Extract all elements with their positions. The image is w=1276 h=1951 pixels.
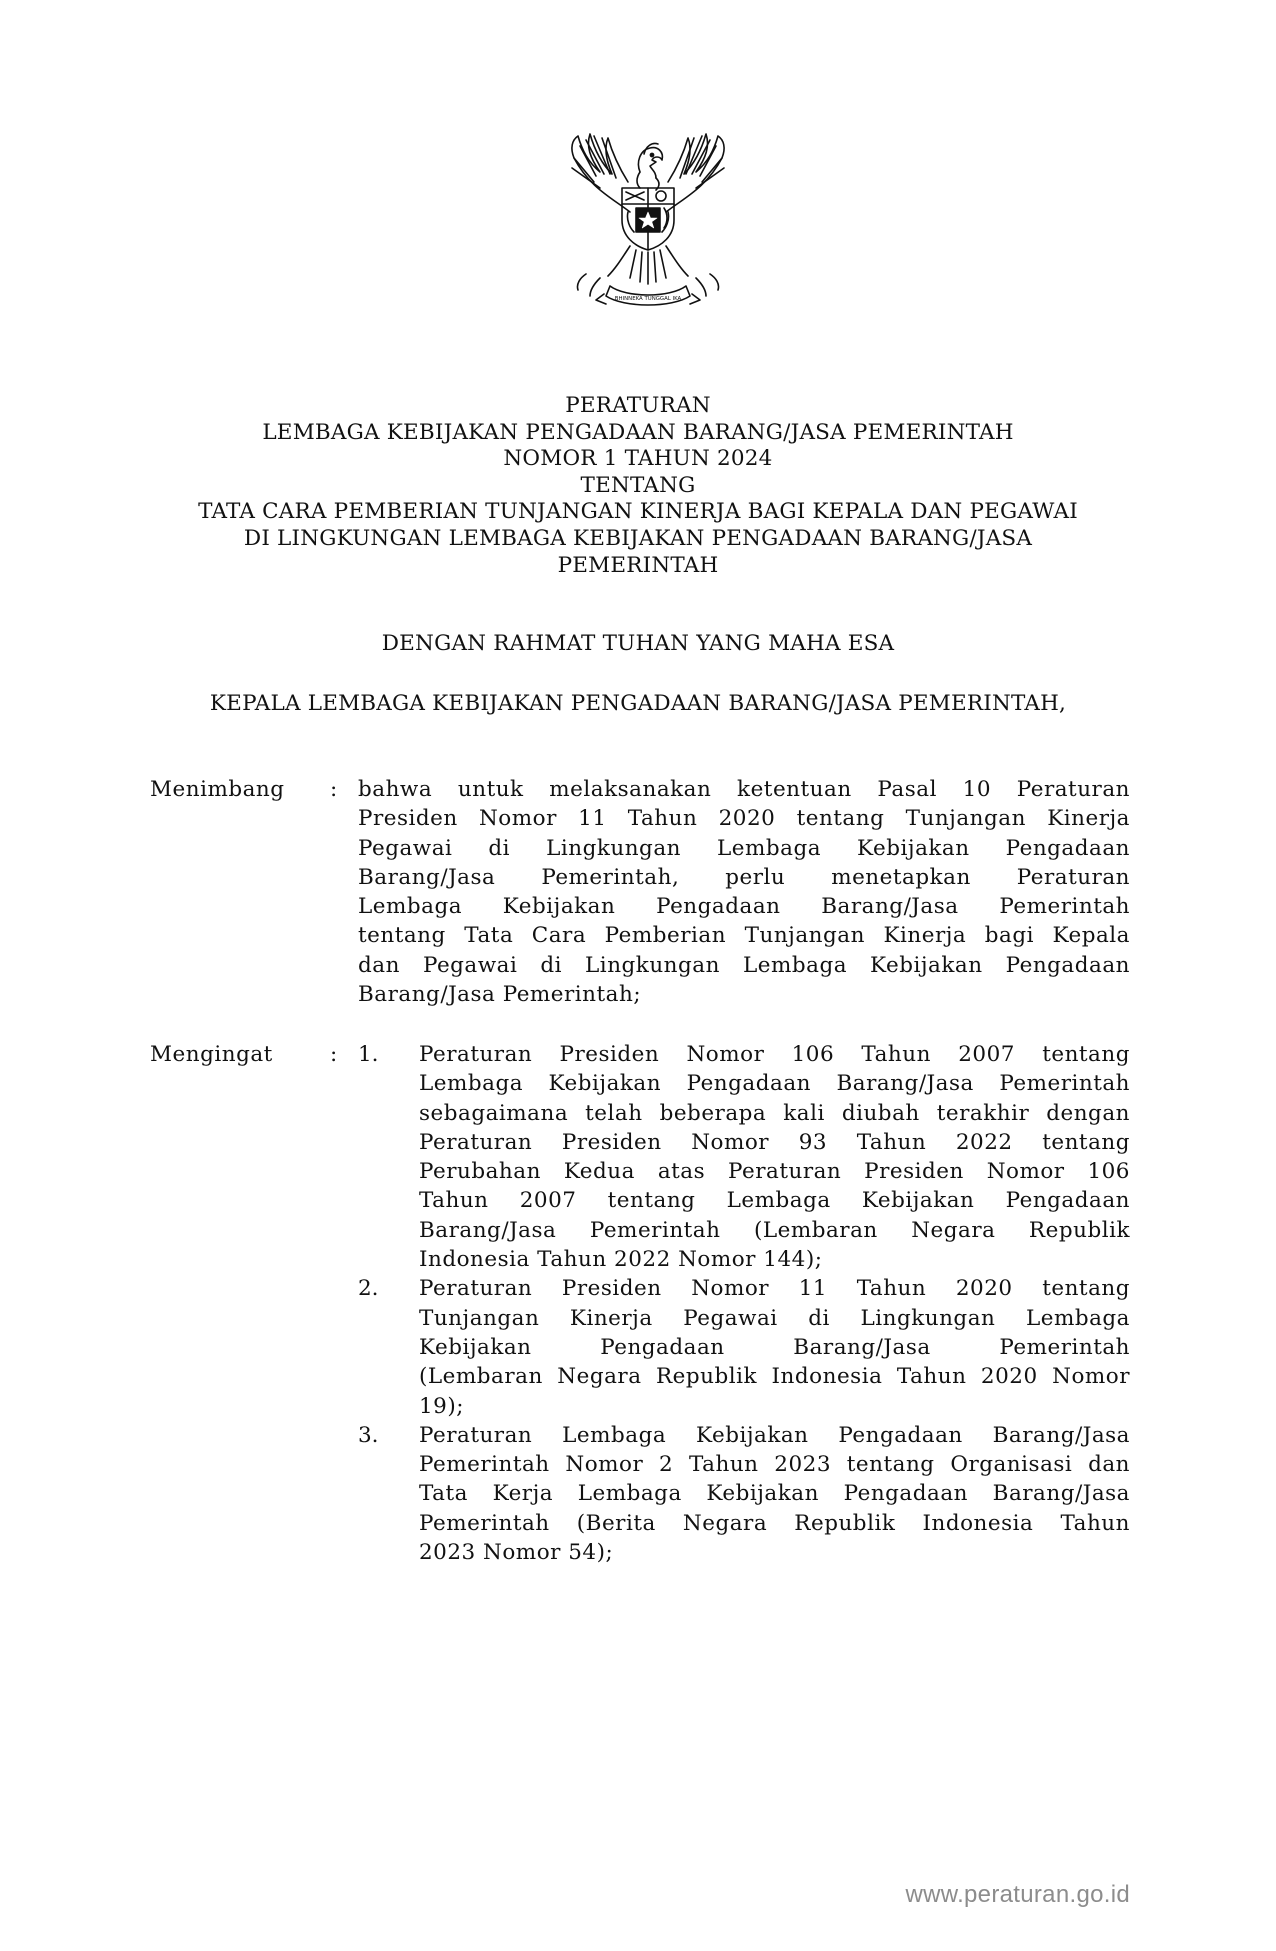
text-line: Pemerintah (Berita Negara Republik Indonesia Tahun [419, 1510, 1130, 1536]
text-line: Tunjangan Kinerja Pegawai di Lingkungan Lembaga [419, 1305, 1130, 1331]
list-item [358, 1421, 1130, 1567]
text-line: tentang Tata Cara Pemberian Tunjangan Kinerja bagi Kepala [358, 923, 1130, 949]
text-line: Lembaga Kebijakan Pengadaan Barang/Jasa Pemerintah [419, 1071, 1130, 1097]
regulation-heading [140, 393, 1136, 579]
text-line: Kebijakan Pengadaan Barang/Jasa Pemerintah [419, 1334, 1130, 1360]
footer-url[interactable]: www.peraturan.go.id [905, 1881, 1130, 1908]
menimbang-text [358, 775, 1130, 1009]
item-text [419, 1274, 1130, 1420]
menimbang-label: Menimbang [150, 777, 285, 802]
emblem-motto: BHINNEKA TUNGGAL IKA [614, 296, 682, 302]
text-line: Tahun 2007 tentang Lembaga Kebijakan Pengadaan [419, 1188, 1130, 1214]
text-line: Barang/Jasa Pemerintah; [358, 982, 642, 1008]
heading-line: PEMERINTAH [557, 552, 719, 578]
text-line: (Lembaran Negara Republik Indonesia Tahun 2020 Nomor [419, 1364, 1130, 1390]
heading-line: DI LINGKUNGAN LEMBAGA KEBIJAKAN PENGADAAN BARANG/JASA [243, 525, 1033, 551]
text-line: Presiden Nomor 11 Tahun 2020 tentang Tunjangan Kinerja [358, 806, 1130, 832]
text-line: Barang/Jasa Pemerintah (Lembaran Negara Republik [419, 1217, 1130, 1243]
text-line: Perubahan Kedua atas Peraturan Presiden Nomor 106 [419, 1159, 1130, 1185]
mengingat-list [358, 1040, 1130, 1567]
heading-line: LEMBAGA KEBIJAKAN PENGADAAN BARANG/JASA PEMERINTAH [262, 419, 1014, 445]
heading-line: TENTANG [580, 472, 696, 498]
item-number: 3. [358, 1422, 379, 1448]
item-number: 2. [358, 1276, 379, 1302]
heading-line: NOMOR 1 TAHUN 2024 [503, 446, 773, 472]
text-line: Pemerintah Nomor 2 Tahun 2023 tentang Organisasi dan [419, 1452, 1130, 1478]
list-item [358, 1274, 1130, 1420]
item-text [419, 1040, 1130, 1274]
mengingat-colon: : [330, 1042, 338, 1067]
text-line: bahwa untuk melaksanakan ketentuan Pasal 10 Peraturan [358, 777, 1130, 802]
text-line: 2023 Nomor 54); [419, 1540, 614, 1566]
kepala-line: KEPALA LEMBAGA KEBIJAKAN PENGADAAN BARANG/JASA PEMERINTAH, [209, 691, 1067, 716]
menimbang-colon: : [330, 777, 338, 802]
text-line: Peraturan Presiden Nomor 93 Tahun 2022 tentang [419, 1129, 1130, 1155]
mengingat-label: Mengingat [150, 1042, 273, 1067]
item-number: 1. [358, 1042, 379, 1067]
text-line: Pegawai di Lingkungan Lembaga Kebijakan Pengadaan [358, 835, 1130, 861]
garuda-pancasila-emblem-icon [560, 128, 736, 314]
text-line: sebagaimana telah beberapa kali diubah terakhir dengan [419, 1100, 1130, 1126]
heading-line: PERATURAN [565, 393, 711, 418]
heading-line: TATA CARA PEMBERIAN TUNJANGAN KINERJA BAGI KEPALA DAN PEGAWAI [198, 499, 1078, 525]
rahmat-line: DENGAN RAHMAT TUHAN YANG MAHA ESA [381, 631, 895, 656]
text-line: Peraturan Presiden Nomor 106 Tahun 2007 tentang [419, 1042, 1130, 1067]
text-line: 19); [419, 1393, 464, 1419]
text-line: Tata Kerja Lembaga Kebijakan Pengadaan Barang/Jasa [419, 1481, 1130, 1507]
text-line: Peraturan Presiden Nomor 11 Tahun 2020 tentang [419, 1276, 1130, 1302]
item-text [419, 1421, 1130, 1567]
text-line: Lembaga Kebijakan Pengadaan Barang/Jasa Pemerintah [358, 894, 1130, 920]
text-line: dan Pegawai di Lingkungan Lembaga Kebijakan Pengadaan [358, 952, 1130, 978]
text-line: Indonesia Tahun 2022 Nomor 144); [419, 1247, 823, 1273]
list-item [358, 1040, 1130, 1274]
text-line: Barang/Jasa Pemerintah, perlu menetapkan Peraturan [358, 864, 1130, 890]
text-line: Peraturan Lembaga Kebijakan Pengadaan Barang/Jasa [419, 1422, 1130, 1448]
